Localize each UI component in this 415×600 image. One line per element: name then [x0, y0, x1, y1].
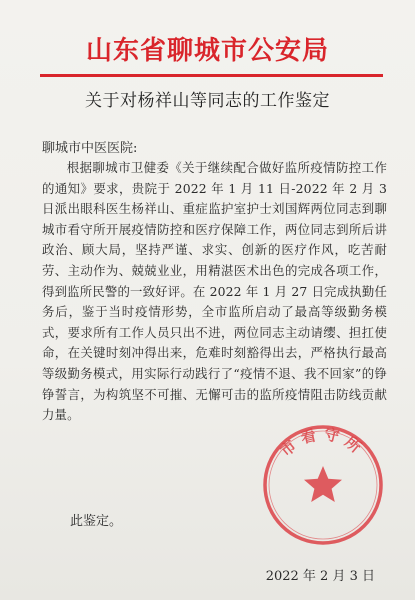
official-seal: [258, 420, 388, 550]
document-title: 关于对杨祥山等同志的工作鉴定: [85, 91, 330, 111]
letterhead: 山东省聊城市公安局: [85, 36, 329, 66]
salutation: 聊城市中医医院:: [42, 141, 138, 156]
closing-line: 此鉴定。: [70, 514, 123, 529]
seal-text: 市看守所: [276, 424, 370, 461]
document-date: 2022 年 2 月 3 日: [265, 569, 375, 584]
body-paragraph: 根据聊城市卫健委《关于继续配合做好监所疫情防控工作的通知》要求，贵院于 2022 年 1 月 11 日-2022 年 2 月 3 日派出眼科医生杨祥山、重症监护室护士刘国辉两位同志到聊城市看守所开展疫情防控和医疗保障工作，两位同志到所后讲政治、顾大局，坚持严谨、求实、创新的医疗作风，吃苦耐劳、主动作为、兢兢业业，用精湛医术出色的完成各项工作，得到监所民警的一致好评。在 2022 年 1 月 27 日完成执勤任务后，鉴于当时疫情形势，全市监所启动了最高等级勤务模式，要求所有工作人员只出不进，两位同志主动请缨、担扛使命，在关键时刻冲得出来，危难时刻豁得出去，严格执行最高等级勤务模式，用实际行动践行了“疫情不退、我不回家”的铮铮誓言，为构筑坚不可摧、无懈可击的监所疫情阻击防线贡献力量。: [42, 160, 387, 423]
seal-star-icon: [304, 466, 342, 502]
letterhead-rule: [40, 74, 383, 77]
